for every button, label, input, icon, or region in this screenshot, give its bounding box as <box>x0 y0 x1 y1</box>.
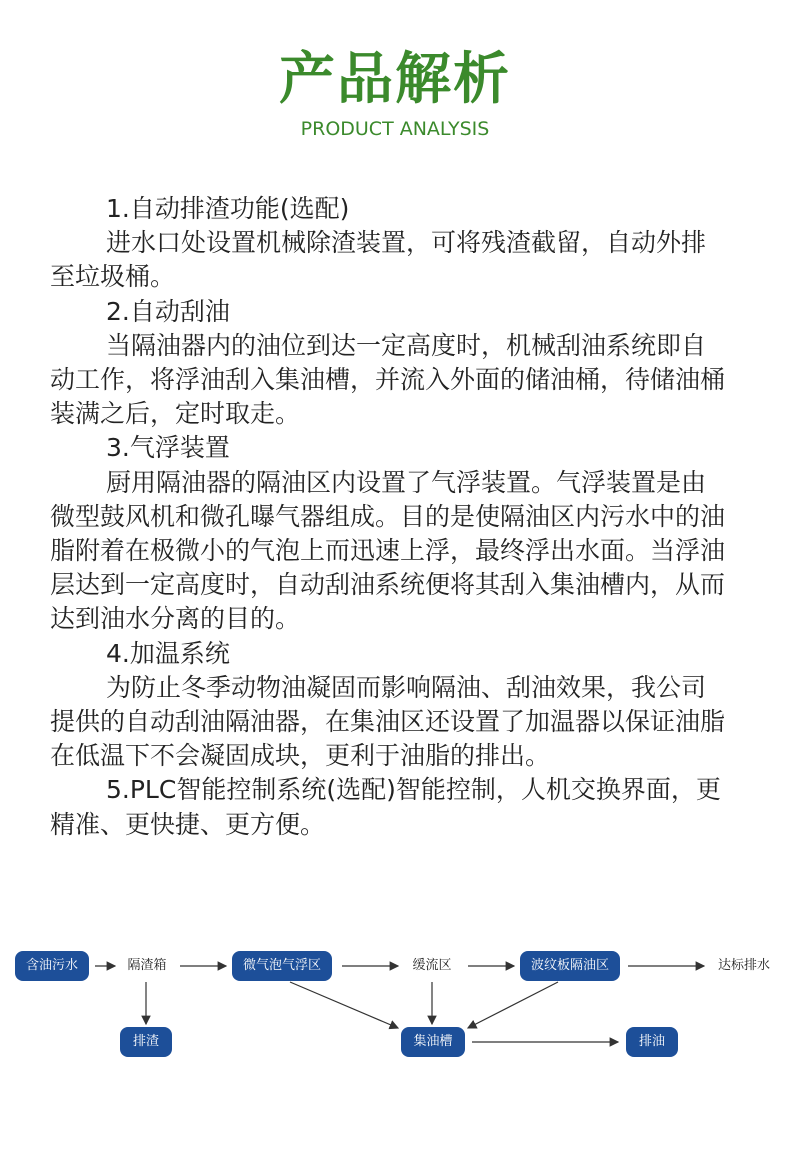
header <box>0 48 790 140</box>
page-title: 产品解析 <box>279 47 511 112</box>
node-oil-out: 排油 <box>626 1027 678 1057</box>
arrow-separator-to-tank <box>468 982 558 1028</box>
page-subtitle: PRODUCT ANALYSIS <box>300 118 490 140</box>
node-slag-box: 隔渣箱 <box>127 958 167 973</box>
node-air-flotation: 微气泡气浮区 <box>232 951 332 981</box>
feature-2-body: 当隔油器内的油位到达一定高度时，机械刮油系统即自动工作，将浮油刮入集油槽，并流入外面的储油桶，待储油桶装满之后，定时取走。 <box>50 330 726 429</box>
feature-1-body: 进水口处设置机械除渣装置，可将残渣截留，自动外排至垃圾桶。 <box>50 228 707 292</box>
feature-2-heading: 2.自动刮油 <box>106 296 230 326</box>
arrow-flotation-to-tank <box>290 982 398 1028</box>
node-discharge: 达标排水 <box>717 958 770 973</box>
node-buffer-zone: 缓流区 <box>412 958 452 973</box>
feature-4-body: 为防止冬季动物油凝固而影响隔油、刮油效果，我公司提供的自动刮油隔油器，在集油区还设置了加温器以保证油脂在低温下不会凝固成块，更利于油脂的排出。 <box>50 672 726 771</box>
feature-description <box>50 192 730 842</box>
feature-5-body: 5.PLC智能控制系统(选配)智能控制，人机交换界面，更精准、更快捷、更方便。 <box>50 775 721 839</box>
node-slag-out: 排渣 <box>120 1027 172 1057</box>
feature-3-body: 厨用隔油器的隔油区内设置了气浮装置。气浮装置是由微型鼓风机和微孔曝气器组成。目的是使隔油区内污水中的油脂附着在极微小的气泡上而迅速上浮，最终浮出水面。当浮油层达到一定高度时，自动刮油系统便将其刮入集油槽内，从而达到油水分离的目的。 <box>50 467 726 634</box>
feature-1-heading: 1.自动排渣功能(选配) <box>106 194 350 223</box>
process-flow-diagram <box>0 940 790 1070</box>
node-oily-water: 含油污水 <box>15 951 89 981</box>
node-plate-separator: 波纹板隔油区 <box>520 951 620 981</box>
node-oil-tank: 集油槽 <box>401 1027 465 1057</box>
feature-4-heading: 4.加温系统 <box>106 638 230 668</box>
feature-3-heading: 3.气浮装置 <box>106 433 230 463</box>
